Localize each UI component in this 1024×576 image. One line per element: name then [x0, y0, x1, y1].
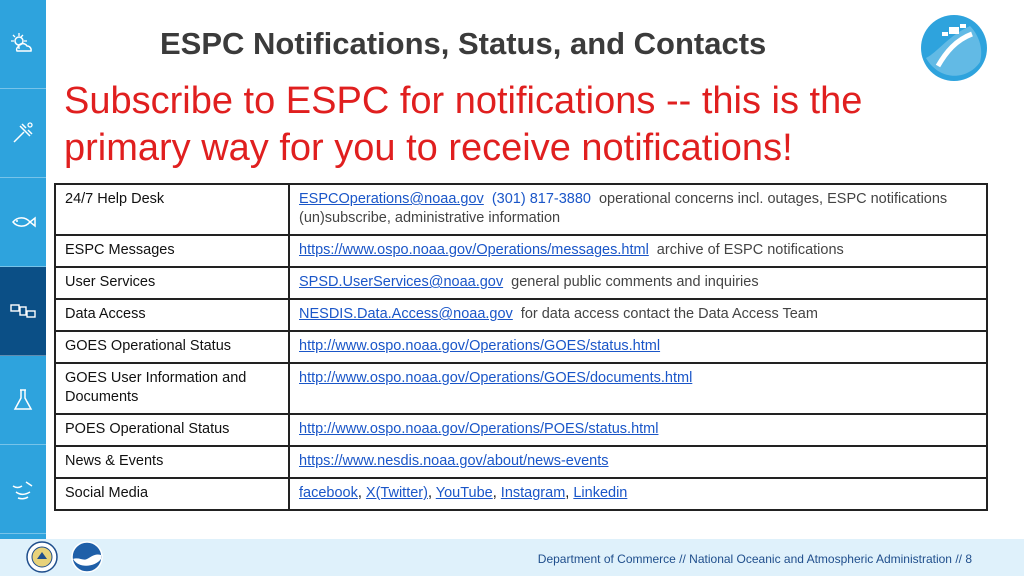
- row-label: POES Operational Status: [55, 414, 289, 446]
- row-label: Social Media: [55, 478, 289, 510]
- help-desk-email-link[interactable]: ESPCOperations@noaa.gov: [299, 191, 484, 207]
- user-services-email-link[interactable]: SPSD.UserServices@noaa.gov: [299, 274, 504, 290]
- doc-seal-icon: [26, 541, 58, 573]
- twitter-link[interactable]: X(Twitter): [365, 485, 428, 501]
- row-value: [289, 331, 987, 363]
- row-value: [289, 299, 987, 331]
- row-description: operational concerns incl. outages, ESPC notifications (un)subscribe, administrative information: [299, 191, 948, 226]
- row-value: [289, 363, 987, 414]
- sidebar: [0, 0, 46, 576]
- row-value: [289, 235, 987, 267]
- row-description: for data access contact the Data Access Team: [520, 306, 818, 322]
- news-events-link[interactable]: https://www.nesdis.noaa.gov/about/news-events: [299, 453, 609, 469]
- fish-icon: [8, 207, 38, 237]
- youtube-link[interactable]: YouTube: [435, 485, 493, 501]
- row-value: facebook, X(Twitter), YouTube, Instagram, Linkedin: [289, 478, 987, 510]
- table-row: [55, 235, 987, 267]
- row-description: archive of ESPC notifications: [656, 242, 844, 258]
- table-row: [55, 299, 987, 331]
- sidebar-item-research[interactable]: [0, 356, 46, 445]
- sidebar-item-community[interactable]: [0, 445, 46, 534]
- row-value: [289, 184, 987, 235]
- flask-icon: [8, 385, 38, 415]
- table-row: [55, 331, 987, 363]
- table-row: [55, 414, 987, 446]
- row-label: User Services: [55, 267, 289, 299]
- contacts-table: [54, 183, 988, 511]
- espc-messages-link[interactable]: https://www.ospo.noaa.gov/Operations/messages.html: [299, 242, 649, 258]
- sidebar-item-fisheries[interactable]: [0, 178, 46, 267]
- table-row: [55, 184, 987, 235]
- page-title: ESPC Notifications, Status, and Contacts: [160, 26, 767, 61]
- goes-documents-link[interactable]: http://www.ospo.noaa.gov/Operations/GOES/documents.html: [299, 370, 693, 386]
- goes-status-link[interactable]: http://www.ospo.noaa.gov/Operations/GOES/status.html: [299, 338, 661, 354]
- row-label: GOES Operational Status: [55, 331, 289, 363]
- row-label: ESPC Messages: [55, 235, 289, 267]
- satellite-instrument-icon: [8, 118, 38, 148]
- instagram-link[interactable]: Instagram: [500, 485, 566, 501]
- row-value: [289, 446, 987, 478]
- linkedin-link[interactable]: Linkedin: [573, 485, 628, 501]
- weather-cloud-sun-icon: [8, 29, 38, 59]
- hands-icon: [8, 474, 38, 504]
- subscribe-heading: Subscribe to ESPC for notifications -- this is the primary way for you to receive notifications!: [64, 80, 863, 169]
- facebook-link[interactable]: facebook: [299, 485, 358, 501]
- table-row: [55, 363, 987, 414]
- table-row: [55, 478, 987, 510]
- row-label: 24/7 Help Desk: [55, 184, 289, 235]
- row-value: [289, 267, 987, 299]
- poes-status-link[interactable]: http://www.ospo.noaa.gov/Operations/POES/status.html: [299, 421, 659, 437]
- row-description: general public comments and inquiries: [511, 274, 759, 290]
- sidebar-item-satellites[interactable]: [0, 267, 46, 356]
- sidebar-item-weather[interactable]: [0, 0, 46, 89]
- row-label: GOES User Information and Documents: [55, 363, 289, 414]
- nesdis-logo-icon: [920, 14, 988, 82]
- sidebar-item-instrument[interactable]: [0, 89, 46, 178]
- satellite-icon: [8, 296, 38, 326]
- row-label: Data Access: [55, 299, 289, 331]
- table-row: [55, 446, 987, 478]
- noaa-logo-icon: [71, 541, 103, 573]
- row-label: News & Events: [55, 446, 289, 478]
- footer-text: Department of Commerce // National Oceanic and Atmospheric Administration // 8: [537, 552, 972, 566]
- row-value: [289, 414, 987, 446]
- table-row: [55, 267, 987, 299]
- help-desk-phone[interactable]: (301) 817-3880: [491, 191, 591, 207]
- data-access-email-link[interactable]: NESDIS.Data.Access@noaa.gov: [299, 306, 513, 322]
